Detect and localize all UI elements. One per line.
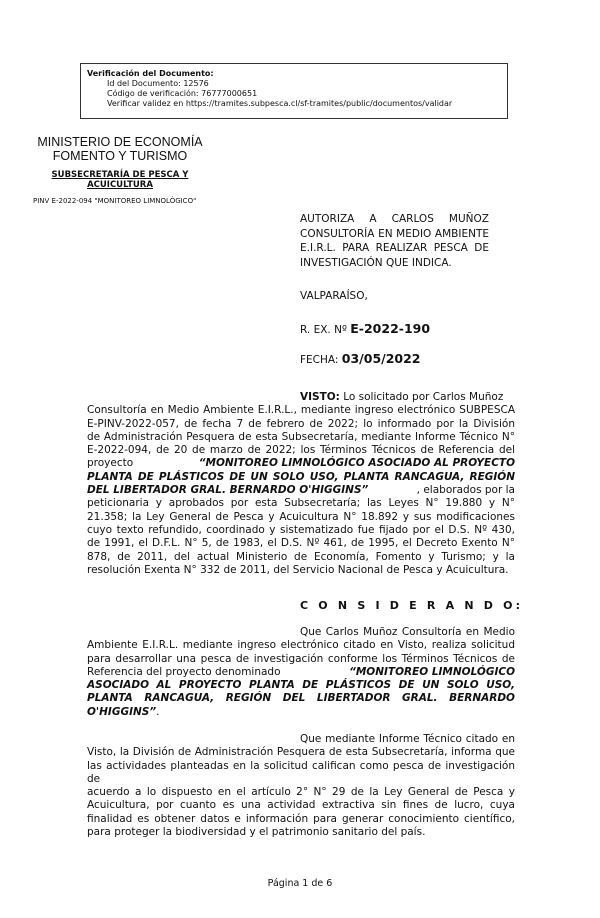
resolution-label: R. EX. Nº xyxy=(300,324,347,336)
considerando-2-paragraph xyxy=(87,746,515,839)
place: VALPARAÍSO, xyxy=(300,290,368,302)
considerando-line: las actividades planteadas en la solicitud califican como pesca de investigación de xyxy=(87,759,515,785)
visto-line xyxy=(87,484,515,497)
visto-project-title: “MONITOREO LIMNOLÓGICO ASOCIADO AL PROYECTO xyxy=(198,457,515,470)
verification-title: Verificación del Documento: xyxy=(87,69,214,78)
page-number: Página 1 de 6 xyxy=(267,878,333,889)
visto-line: peticionaria y aprobados por esta Subsecretaría; las Leyes N° 19.880 y N° xyxy=(87,497,515,510)
date-label: FECHA: xyxy=(300,354,339,366)
visto-line: E-2022-094, de 20 de marzo de 2022; los Términos Técnicos de Referencia del xyxy=(87,444,515,457)
subsecretaria-line-1: SUBSECRETARÍA DE PESCA Y xyxy=(51,170,189,180)
considerando-line: Que Carlos Muñoz Consultoría en Medio xyxy=(300,626,515,638)
considerando-1-first-line xyxy=(300,626,515,639)
considerando-text: Referencia del proyecto denominado xyxy=(87,665,281,678)
visto-line: de 1991, el D.F.L. N° 5, de 1983, el D.S. Nº 461, de 1995, el Decreto Exento N° xyxy=(87,537,515,550)
verification-url[interactable]: • Verificar validez en https://tramites.subpesca.cl/sf-tramites/public/documentos/validar xyxy=(107,99,507,109)
summary-line: E.I.R.L. PARA REALIZAR PESCA DE xyxy=(300,242,489,254)
considerando-line: para desarrollar una pesca de investigación conforme los Términos Técnicos de xyxy=(87,652,515,665)
considerando-project-title: PLANTA RANCAGUA, REGIÓN DEL LIBERTADOR GRAL. BERNARDO xyxy=(87,692,515,705)
considerando-line: Visto, la División de Administración Pesquera de esta Subsecretaría, informa que xyxy=(87,746,515,759)
resolution-summary xyxy=(300,212,489,270)
visto-line: Consultoría en Medio Ambiente E.I.R.L., mediante ingreso electrónico SUBPESCA xyxy=(87,404,515,417)
visto-text: proyecto xyxy=(87,457,134,470)
visto-label: VISTO: xyxy=(300,391,340,403)
considerando-line xyxy=(87,666,515,679)
resolution-number-line xyxy=(300,322,430,337)
document-reference: PINV E-2022-094 "MONITOREO LIMNOLÓGICO" xyxy=(33,197,197,205)
considerando-line: acuerdo a lo dispuesto en el artículo 2° N° 29 de la Ley General de Pesca y xyxy=(87,786,515,799)
visto-line: 878, de 2011, del actual Ministerio de Economía, Fomento y Turismo; y la xyxy=(87,550,515,563)
date-line xyxy=(300,352,421,367)
considerando-line xyxy=(87,706,515,719)
considerando-text: . xyxy=(156,705,160,718)
considerando-line: Ambiente E.I.R.L. mediante ingreso electrónico citado en Visto, realiza solicitud xyxy=(87,639,515,652)
considerando-project-title: O'HIGGINS” xyxy=(87,705,157,718)
considerando-line: para proteger la biodiversidad y el patrimonio sanitario del país. xyxy=(87,826,426,839)
considerando-line: Acuicultura, por cuanto es una actividad extractiva sin fines de lucro, cuya xyxy=(87,799,515,812)
considerando-heading: C O N S I D E R A N D O: xyxy=(300,599,524,612)
considerando-line: finalidad es obtener datos e información para generar conocimiento científico, xyxy=(87,812,515,825)
visto-line: 21.358; la Ley General de Pesca y Acuicultura N° 18.892 y sus modificaciones xyxy=(87,510,515,523)
visto-paragraph xyxy=(87,404,515,577)
visto-project-title: DEL LIBERTADOR GRAL. BERNARDO O'HIGGINS” xyxy=(87,484,369,497)
visto-first-line xyxy=(300,391,515,404)
visto-line xyxy=(87,457,515,470)
considerando-2-first-line xyxy=(300,733,515,746)
date-value: 03/05/2022 xyxy=(341,351,421,366)
visto-line: resolución Exenta N° 332 de 2011, del Servicio Nacional de Pesca y Acuicultura. xyxy=(87,563,509,576)
visto-line: E-PINV-2022-057, de fecha 7 de febrero de 2022; lo informado por la División xyxy=(87,417,515,430)
visto-line: cuyo texto refundido, coordinado y sistematizado fue fijado por el D.S. Nº 430, xyxy=(87,523,515,536)
visto-text: , elaborados por la xyxy=(416,484,515,497)
considerando-project-title: ASOCIADO AL PROYECTO PLANTA DE PLÁSTICOS DE UN SOLO USO, xyxy=(87,679,515,692)
verification-id: • Id del Documento: 12576 xyxy=(107,79,507,89)
ministry-line-1: MINISTERIO DE ECONOMÍA xyxy=(37,135,203,149)
summary-line: CONSULTORÍA EN MEDIO AMBIENTE xyxy=(300,227,489,240)
visto-project-title: PLANTA DE PLÁSTICOS DE UN SOLO USO, PLANTA RANCAGUA, REGIÓN xyxy=(87,470,515,483)
subsecretaria-line-2: ACUICULTURA xyxy=(87,180,153,190)
verification-list xyxy=(87,79,507,109)
subsecretaria-name xyxy=(35,170,205,190)
visto-text: Lo solicitado por Carlos Muñoz xyxy=(343,391,504,403)
ministry-line-2: FOMENTO Y TURISMO xyxy=(52,149,188,163)
considerando-1-paragraph xyxy=(87,639,515,719)
summary-line: INVESTIGACIÓN QUE INDICA. xyxy=(300,256,452,269)
ministry-name xyxy=(35,135,205,163)
summary-line: AUTORIZA A CARLOS MUÑOZ xyxy=(300,213,489,225)
resolution-number: E-2022-190 xyxy=(350,321,431,336)
verification-box xyxy=(80,63,508,119)
visto-line: de Administración Pesquera de esta Subsecretaría, mediante Informe Técnico N° xyxy=(87,430,515,443)
considerando-project-title: “MONITOREO LIMNOLÓGICO xyxy=(349,665,515,678)
considerando-line: Que mediante Informe Técnico citado en xyxy=(300,733,515,745)
verification-code: • Código de verificación: 76777000651 xyxy=(107,89,507,99)
